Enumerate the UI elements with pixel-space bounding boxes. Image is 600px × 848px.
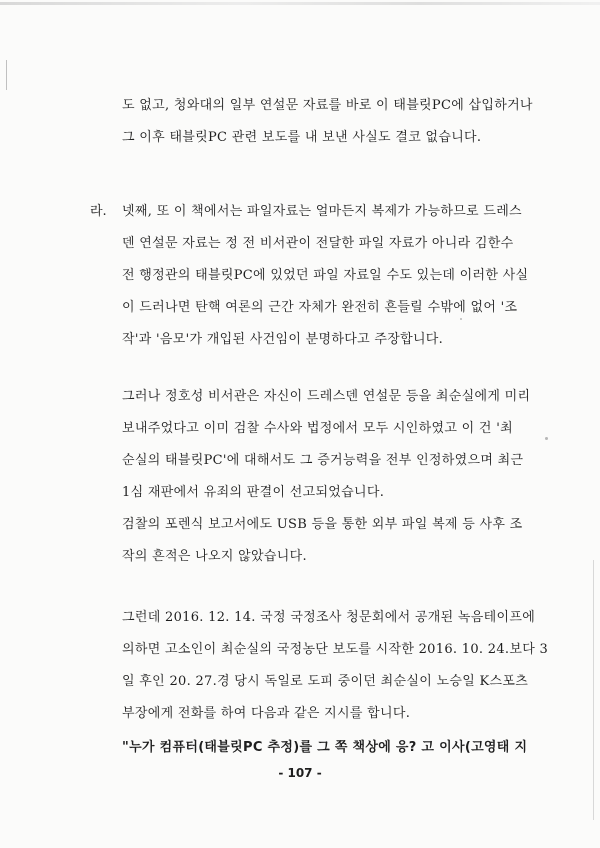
text-line: 이 드러나면 탄핵 여론의 근간 자체가 완전히 흔들릴 수밖에 없어 '조 <box>122 300 518 315</box>
text-line: 그러나 정호성 비서관은 자신이 드레스덴 연설문 등을 최순실에게 미리 <box>122 389 531 404</box>
text-line: 넷째, 또 이 책에서는 파일자료는 얼마든지 복제가 가능하므로 드레스 <box>122 204 522 219</box>
text-line: 그 이후 태블릿PC 관련 보도를 내 보낸 사실도 결코 없습니다. <box>122 130 482 145</box>
quote-line: "누가 컴퓨터(태블릿PC 추정)를 그 쪽 책상에 응? 고 이사(고영태 지 <box>122 740 528 755</box>
text-line: 작의 흔적은 나오지 않았습니다. <box>122 549 307 564</box>
page-number: - 107 - <box>278 766 322 780</box>
scan-edge-top <box>0 2 600 5</box>
scan-speck <box>545 437 548 440</box>
text-line: 순실의 태블릿PC'에 대해서도 그 증거능력을 전부 인정하였으며 최근 <box>122 453 524 468</box>
text-line: 검찰의 포렌식 보고서에도 USB 등을 통한 외부 파일 복제 등 사후 조 <box>122 517 523 532</box>
text-line: 일 후인 20. 27.경 당시 독일로 도피 중이던 최순실이 노승일 K스포츠 <box>122 674 529 689</box>
text-line: 전 행정관의 태블릿PC에 있었던 파일 자료일 수도 있는데 이러한 사실 <box>122 268 529 283</box>
text-line: 보내주었다고 이미 검찰 수사와 법정에서 모두 시인하였고 이 건 '최 <box>122 421 513 436</box>
text-line: 덴 연설문 자료는 정 전 비서관이 전달한 파일 자료가 아니라 김한수 <box>122 236 514 251</box>
text-line: 의하면 고소인이 최순실의 국정농단 보도를 시작한 2016. 10. 24.보다 3 <box>122 642 549 657</box>
scan-speck <box>460 318 462 320</box>
list-marker: 라. <box>90 204 107 219</box>
text-line: 그런데 2016. 12. 14. 국정 국정조사 청문회에서 공개된 녹음테이프에 <box>122 610 536 625</box>
scan-edge-right <box>593 560 594 820</box>
text-line: 1심 재판에서 유죄의 판결이 선고되었습니다. <box>122 485 385 500</box>
scan-edge-left <box>6 60 7 90</box>
text-line: 도 없고, 청와대의 일부 연설문 자료를 바로 이 태블릿PC에 삽입하거나 <box>122 98 533 113</box>
text-line: 작'과 '음모'가 개입된 사건임이 분명하다고 주장합니다. <box>122 332 444 347</box>
text-line: 부장에게 전화를 하여 다음과 같은 지시를 합니다. <box>122 706 411 721</box>
